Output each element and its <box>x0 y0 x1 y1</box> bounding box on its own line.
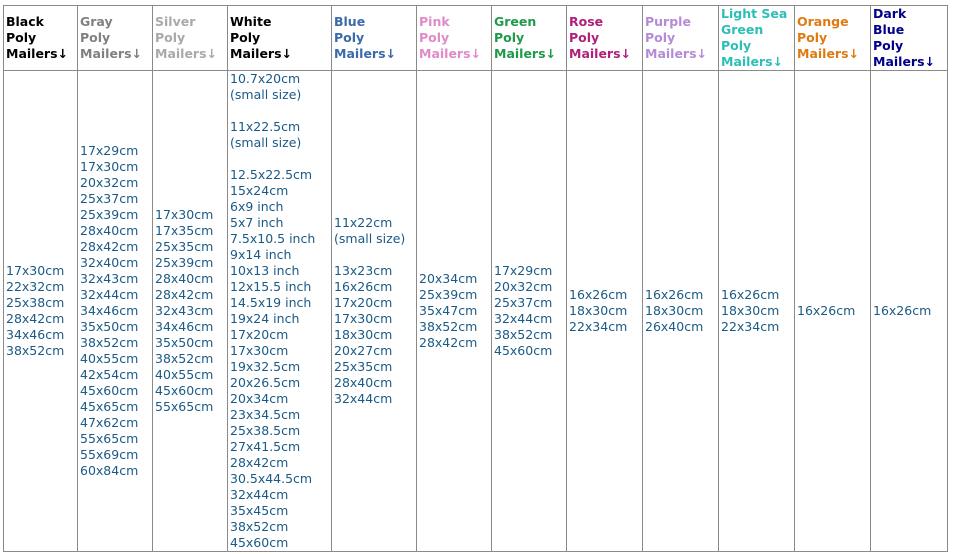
size-item: 28x40cm <box>80 223 139 238</box>
size-item: 18x30cm <box>334 327 393 342</box>
size-item: 35x47cm <box>419 303 478 318</box>
header-line: Poly <box>334 30 365 45</box>
size-item: 25x35cm <box>334 359 393 374</box>
size-item: 25x39cm <box>155 255 214 270</box>
size-item: 16x26cm <box>721 287 780 302</box>
size-item: 16x26cm <box>645 287 704 302</box>
header-line: Blue <box>334 14 366 29</box>
size-item: 15x24cm <box>230 183 289 198</box>
size-item: 38x52cm <box>80 335 139 350</box>
size-list <box>871 71 948 552</box>
size-item: 34x46cm <box>80 303 139 318</box>
header-line: Blue <box>873 22 905 37</box>
size-item: 20x32cm <box>494 279 553 294</box>
column-header <box>643 6 719 71</box>
column-header <box>567 6 643 71</box>
size-item: 22x34cm <box>721 319 780 334</box>
size-item: 30.5x44.5cm <box>230 471 313 486</box>
size-item <box>230 151 331 167</box>
column-header <box>153 6 228 71</box>
size-item: 45x60cm <box>155 383 214 398</box>
size-item: 16x26cm <box>569 287 628 302</box>
column-header <box>719 6 795 71</box>
size-item: 42x54cm <box>80 367 139 382</box>
size-list <box>228 71 332 552</box>
size-item: 23x34.5cm <box>230 407 301 422</box>
header-line: Purple <box>645 14 691 29</box>
size-item: 17x30cm <box>80 159 139 174</box>
size-item: 26x40cm <box>645 319 704 334</box>
header-line: Mailers↓ <box>80 46 142 61</box>
header-line: Mailers↓ <box>334 46 396 61</box>
size-item: 28x40cm <box>334 375 393 390</box>
size-item: 32x44cm <box>230 487 289 502</box>
size-item: 16x26cm <box>873 303 932 318</box>
size-item: 18x30cm <box>721 303 780 318</box>
column-header <box>332 6 417 71</box>
size-item: 47x62cm <box>80 415 139 430</box>
size-item: 32x40cm <box>80 255 139 270</box>
header-line: Light Sea <box>721 6 788 21</box>
size-item: 5x7 inch <box>230 215 284 230</box>
size-item: 55x65cm <box>155 399 214 414</box>
size-item: 38x52cm <box>419 319 478 334</box>
size-item: 60x84cm <box>80 463 139 478</box>
header-line: Mailers↓ <box>797 46 859 61</box>
size-item: 17x30cm <box>6 263 65 278</box>
size-list <box>795 71 871 552</box>
column-header <box>228 6 332 71</box>
size-item: 20x26.5cm <box>230 375 301 390</box>
column-header <box>795 6 871 71</box>
size-item: 11x22.5cm <box>230 119 301 134</box>
size-list <box>643 71 719 552</box>
header-line: Mailers↓ <box>6 46 68 61</box>
column-header <box>4 6 78 71</box>
size-item: 28x40cm <box>155 271 214 286</box>
size-item: 20x34cm <box>230 391 289 406</box>
poly-mailer-size-table <box>3 5 948 552</box>
header-line: Silver <box>155 14 196 29</box>
size-list <box>4 71 78 552</box>
size-item: (small size) <box>230 87 302 102</box>
size-item: 18x30cm <box>569 303 628 318</box>
size-item: 17x20cm <box>230 327 289 342</box>
size-item: 35x45cm <box>230 503 289 518</box>
size-list <box>153 71 228 552</box>
size-item: 40x55cm <box>80 351 139 366</box>
size-item: 13x23cm <box>334 263 393 278</box>
column-header <box>871 6 948 71</box>
header-line: Poly <box>569 30 600 45</box>
size-item: 25x38cm <box>6 295 65 310</box>
header-line: White <box>230 14 272 29</box>
size-item: 19x32.5cm <box>230 359 301 374</box>
header-line: Mailers↓ <box>721 54 783 69</box>
size-item: 22x32cm <box>6 279 65 294</box>
size-item: 25x35cm <box>155 239 214 254</box>
header-line: Poly <box>645 30 676 45</box>
size-item: 28x42cm <box>155 287 214 302</box>
size-item: 20x34cm <box>419 271 478 286</box>
header-line: Poly <box>797 30 828 45</box>
size-item: 17x30cm <box>334 311 393 326</box>
header-line: Mailers↓ <box>419 46 481 61</box>
header-line: Poly <box>80 30 111 45</box>
size-item: 32x44cm <box>494 311 553 326</box>
size-item: 25x37cm <box>80 191 139 206</box>
header-line: Black <box>6 14 44 29</box>
size-item: 11x22cm <box>334 215 393 230</box>
header-row <box>4 6 948 71</box>
header-line: Poly <box>230 30 261 45</box>
size-item: 10x13 inch <box>230 263 300 278</box>
header-line: Poly <box>494 30 525 45</box>
size-item: 18x30cm <box>645 303 704 318</box>
size-item: 16x26cm <box>797 303 856 318</box>
size-item: 45x60cm <box>494 343 553 358</box>
size-item: 45x60cm <box>80 383 139 398</box>
header-line: Orange <box>797 14 849 29</box>
size-item: 25x39cm <box>419 287 478 302</box>
size-item: 20x32cm <box>80 175 139 190</box>
size-list <box>417 71 492 552</box>
size-item: 38x52cm <box>6 343 65 358</box>
size-item: 6x9 inch <box>230 199 284 214</box>
size-item: 25x37cm <box>494 295 553 310</box>
size-item: 12x15.5 inch <box>230 279 312 294</box>
size-item: 32x43cm <box>155 303 214 318</box>
header-line: Green <box>494 14 537 29</box>
size-row <box>4 71 948 552</box>
size-item: 38x52cm <box>155 351 214 366</box>
size-item: 7.5x10.5 inch <box>230 231 316 246</box>
header-line: Poly <box>155 30 186 45</box>
size-item: 27x41.5cm <box>230 439 301 454</box>
size-item: 34x46cm <box>155 319 214 334</box>
size-item: 40x55cm <box>155 367 214 382</box>
header-line: Mailers↓ <box>873 54 935 69</box>
size-item: 28x42cm <box>6 311 65 326</box>
header-line: Rose <box>569 14 604 29</box>
size-item: 17x30cm <box>230 343 289 358</box>
size-item: 17x35cm <box>155 223 214 238</box>
size-item: 32x43cm <box>80 271 139 286</box>
size-item: 17x29cm <box>80 143 139 158</box>
header-line: Mailers↓ <box>645 46 707 61</box>
size-item: 32x44cm <box>80 287 139 302</box>
size-list <box>78 71 153 552</box>
size-item: 19x24 inch <box>230 311 300 326</box>
size-item: 25x39cm <box>80 207 139 222</box>
size-item: 25x38.5cm <box>230 423 301 438</box>
size-list <box>719 71 795 552</box>
size-item: 55x69cm <box>80 447 139 462</box>
header-line: Dark <box>873 6 907 21</box>
header-line: Poly <box>721 38 752 53</box>
size-item: 34x46cm <box>6 327 65 342</box>
size-item: 55x65cm <box>80 431 139 446</box>
header-line: Gray <box>80 14 113 29</box>
size-item: 45x65cm <box>80 399 139 414</box>
size-item: 12.5x22.5cm <box>230 167 313 182</box>
size-item: (small size) <box>230 135 302 150</box>
header-line: Mailers↓ <box>155 46 217 61</box>
column-header <box>492 6 567 71</box>
size-item: 22x34cm <box>569 319 628 334</box>
size-item: 38x52cm <box>230 519 289 534</box>
header-line: Poly <box>873 38 904 53</box>
size-item: 10.7x20cm <box>230 71 301 86</box>
size-item: 35x50cm <box>155 335 214 350</box>
size-list <box>332 71 417 552</box>
size-item: (small size) <box>334 231 406 246</box>
size-item: 32x44cm <box>334 391 393 406</box>
size-list <box>492 71 567 552</box>
size-item: 17x29cm <box>494 263 553 278</box>
size-item: 14.5x19 inch <box>230 295 312 310</box>
size-item: 9x14 inch <box>230 247 292 262</box>
size-item: 16x26cm <box>334 279 393 294</box>
header-line: Pink <box>419 14 450 29</box>
size-item <box>334 247 416 263</box>
size-item: 17x20cm <box>334 295 393 310</box>
size-item: 28x42cm <box>80 239 139 254</box>
column-header <box>78 6 153 71</box>
header-line: Poly <box>419 30 450 45</box>
header-line: Mailers↓ <box>569 46 631 61</box>
size-item: 20x27cm <box>334 343 393 358</box>
size-item: 35x50cm <box>80 319 139 334</box>
size-item: 28x42cm <box>419 335 478 350</box>
size-item: 38x52cm <box>494 327 553 342</box>
size-item <box>230 103 331 119</box>
column-header <box>417 6 492 71</box>
size-item: 45x60cm <box>230 535 289 550</box>
size-item: 28x42cm <box>230 455 289 470</box>
size-list <box>567 71 643 552</box>
header-line: Green <box>721 22 764 37</box>
size-item: 17x30cm <box>155 207 214 222</box>
header-line: Poly <box>6 30 37 45</box>
header-line: Mailers↓ <box>494 46 556 61</box>
header-line: Mailers↓ <box>230 46 292 61</box>
